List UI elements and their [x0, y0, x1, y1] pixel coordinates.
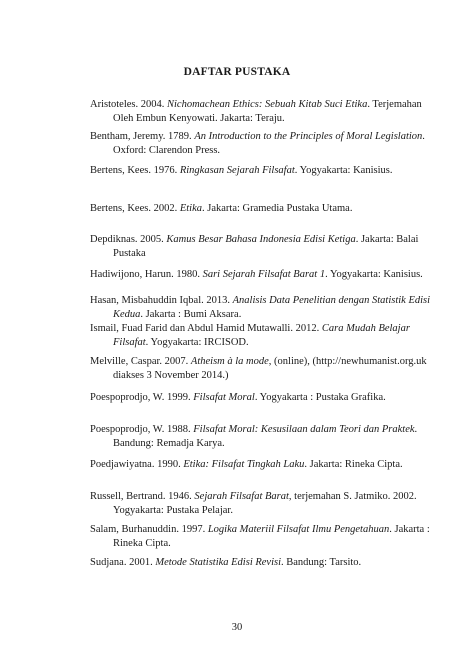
ref-text: . Yogyakarta: Kanisius.: [294, 165, 393, 176]
ref-text: Bandung: Remadja Karya.: [113, 437, 225, 449]
ref-text: Bertens, Kees. 1976.: [90, 165, 180, 176]
ref-text: . Terjemahan: [367, 99, 422, 110]
ref-text: , terjemahan S. Jatmiko. 2002.: [288, 491, 417, 502]
reference-line: [90, 294, 431, 308]
reference-line: [90, 437, 412, 451]
ref-title: Filsafat: [113, 336, 146, 348]
ref-text: Poespoprodjo, W. 1999.: [90, 392, 194, 403]
ref-title: An Introduction to the Principles of Moral Legislation: [194, 131, 423, 142]
ref-text: . Jakarta: Rineka Cipta.: [304, 459, 403, 470]
reference-entry: [90, 391, 412, 405]
ref-text: . Yogyakarta : Pustaka Grafika.: [254, 392, 386, 403]
ref-text: .: [422, 131, 425, 142]
ref-text: . Jakarta: Gramedia Pustaka Utama.: [202, 203, 353, 214]
ref-text: . Yogyakarta: Kanisius.: [325, 269, 423, 280]
reference-line: [90, 247, 412, 261]
ref-text: diakses 3 November 2014.): [113, 369, 229, 381]
ref-title: Sejarah Filsafat Barat: [194, 491, 289, 502]
ref-title: Analisis Data Penelitian dengan Statistik Edisi: [232, 295, 431, 306]
reference-line: [90, 355, 427, 369]
ref-text: . Jakarta: Balai: [355, 234, 419, 245]
ref-text: Salam, Burhanuddin. 1997.: [90, 524, 208, 535]
reference-entry: [90, 130, 425, 157]
ref-text: Oleh Embun Kenyowati. Jakarta: Teraju.: [113, 112, 285, 124]
ref-text: . Jakarta :: [389, 524, 430, 535]
reference-entry: [90, 98, 422, 125]
reference-entry: [90, 202, 412, 216]
reference-line: [90, 164, 412, 178]
ref-title: Sari Sejarah Filsafat Barat 1: [202, 269, 326, 280]
ref-text: Melville, Caspar. 2007.: [90, 356, 191, 367]
ref-text: Hasan, Misbahuddin Iqbal. 2013.: [90, 295, 233, 306]
ref-text: . Bandung: Tarsito.: [281, 557, 362, 568]
ref-title: Metode Statistika Edisi Revisi: [155, 557, 282, 568]
reference-line: [90, 369, 412, 383]
reference-line: [90, 144, 412, 158]
ref-text: Ismail, Fuad Farid dan Abdul Hamid Mutawalli. 2012.: [90, 323, 322, 334]
reference-line: [90, 202, 412, 216]
reference-entry: [90, 556, 412, 570]
ref-title: Etika: [179, 203, 202, 214]
ref-text: Poedjawiyatna. 1990.: [90, 459, 184, 470]
ref-text: Poespoprodjo, W. 1988.: [90, 424, 194, 435]
reference-line: [90, 322, 412, 336]
reference-line: [90, 112, 412, 126]
ref-text: Pustaka: [113, 247, 146, 259]
reference-line: [90, 336, 412, 350]
reference-entry: [90, 490, 417, 517]
reference-line: [90, 391, 412, 405]
ref-title: Kamus Besar Bahasa Indonesia Edisi Ketiga: [166, 234, 356, 245]
ref-text: Bentham, Jeremy. 1789.: [90, 131, 195, 142]
reference-entry: [90, 355, 427, 382]
reference-line: [90, 130, 425, 144]
reference-entry: [90, 164, 412, 178]
reference-entry: [90, 423, 418, 450]
page-title: DAFTAR PUSTAKA: [183, 66, 291, 78]
ref-title: Logika Materiil Filsafat Ilmu Pengetahuan: [207, 524, 390, 535]
reference-line: [90, 504, 412, 518]
ref-text: . Jakarta : Bumi Aksara.: [140, 308, 242, 320]
reference-entry: [90, 233, 419, 260]
ref-title: Nichomachean Ethics: Sebuah Kitab Suci Etika: [167, 99, 368, 110]
reference-entry: [90, 322, 412, 349]
reference-line: [90, 233, 419, 247]
ref-title: Cara Mudah Belajar: [321, 323, 410, 334]
ref-text: Russell, Bertrand. 1946.: [90, 491, 195, 502]
reference-line: [90, 268, 423, 282]
reference-entry: [90, 458, 412, 472]
reference-line: [90, 523, 430, 537]
reference-entry: [90, 294, 431, 321]
ref-text: Oxford: Clarendon Press.: [113, 144, 221, 156]
reference-line: [90, 308, 412, 322]
ref-title: Filsafat Moral: Kesusilaan dalam Teori dan Praktek: [193, 424, 415, 435]
ref-text: . Yogyakarta: IRCISOD.: [145, 336, 249, 348]
ref-text: Sudjana. 2001.: [90, 557, 156, 568]
ref-title: Filsafat Moral: [193, 392, 255, 403]
ref-title: Kedua: [113, 308, 141, 320]
ref-text: Depdiknas. 2005.: [90, 234, 167, 245]
ref-text: Bertens, Kees. 2002.: [90, 203, 180, 214]
ref-text: Hadiwijono, Harun. 1980.: [90, 269, 203, 280]
page-number: 30: [231, 622, 243, 633]
reference-line: [90, 98, 422, 112]
reference-line: [90, 458, 412, 472]
reference-line: [90, 537, 412, 551]
reference-entry: [90, 523, 430, 550]
reference-entry: [90, 268, 423, 282]
reference-line: [90, 556, 412, 570]
ref-text: Aristoteles. 2004.: [90, 99, 167, 110]
ref-text: , (online), (http://newhumanist.org.uk: [268, 356, 427, 367]
reference-line: [90, 423, 418, 437]
ref-title: Etika: Filsafat Tingkah Laku: [183, 459, 305, 470]
ref-title: Ringkasan Sejarah Filsafat: [179, 165, 295, 176]
reference-line: [90, 490, 417, 504]
ref-text: .: [414, 424, 418, 435]
ref-title: Atheism à la mode: [190, 356, 269, 367]
ref-text: Yogyakarta: Pustaka Pelajar.: [113, 504, 233, 516]
ref-text: Rineka Cipta.: [113, 537, 171, 549]
